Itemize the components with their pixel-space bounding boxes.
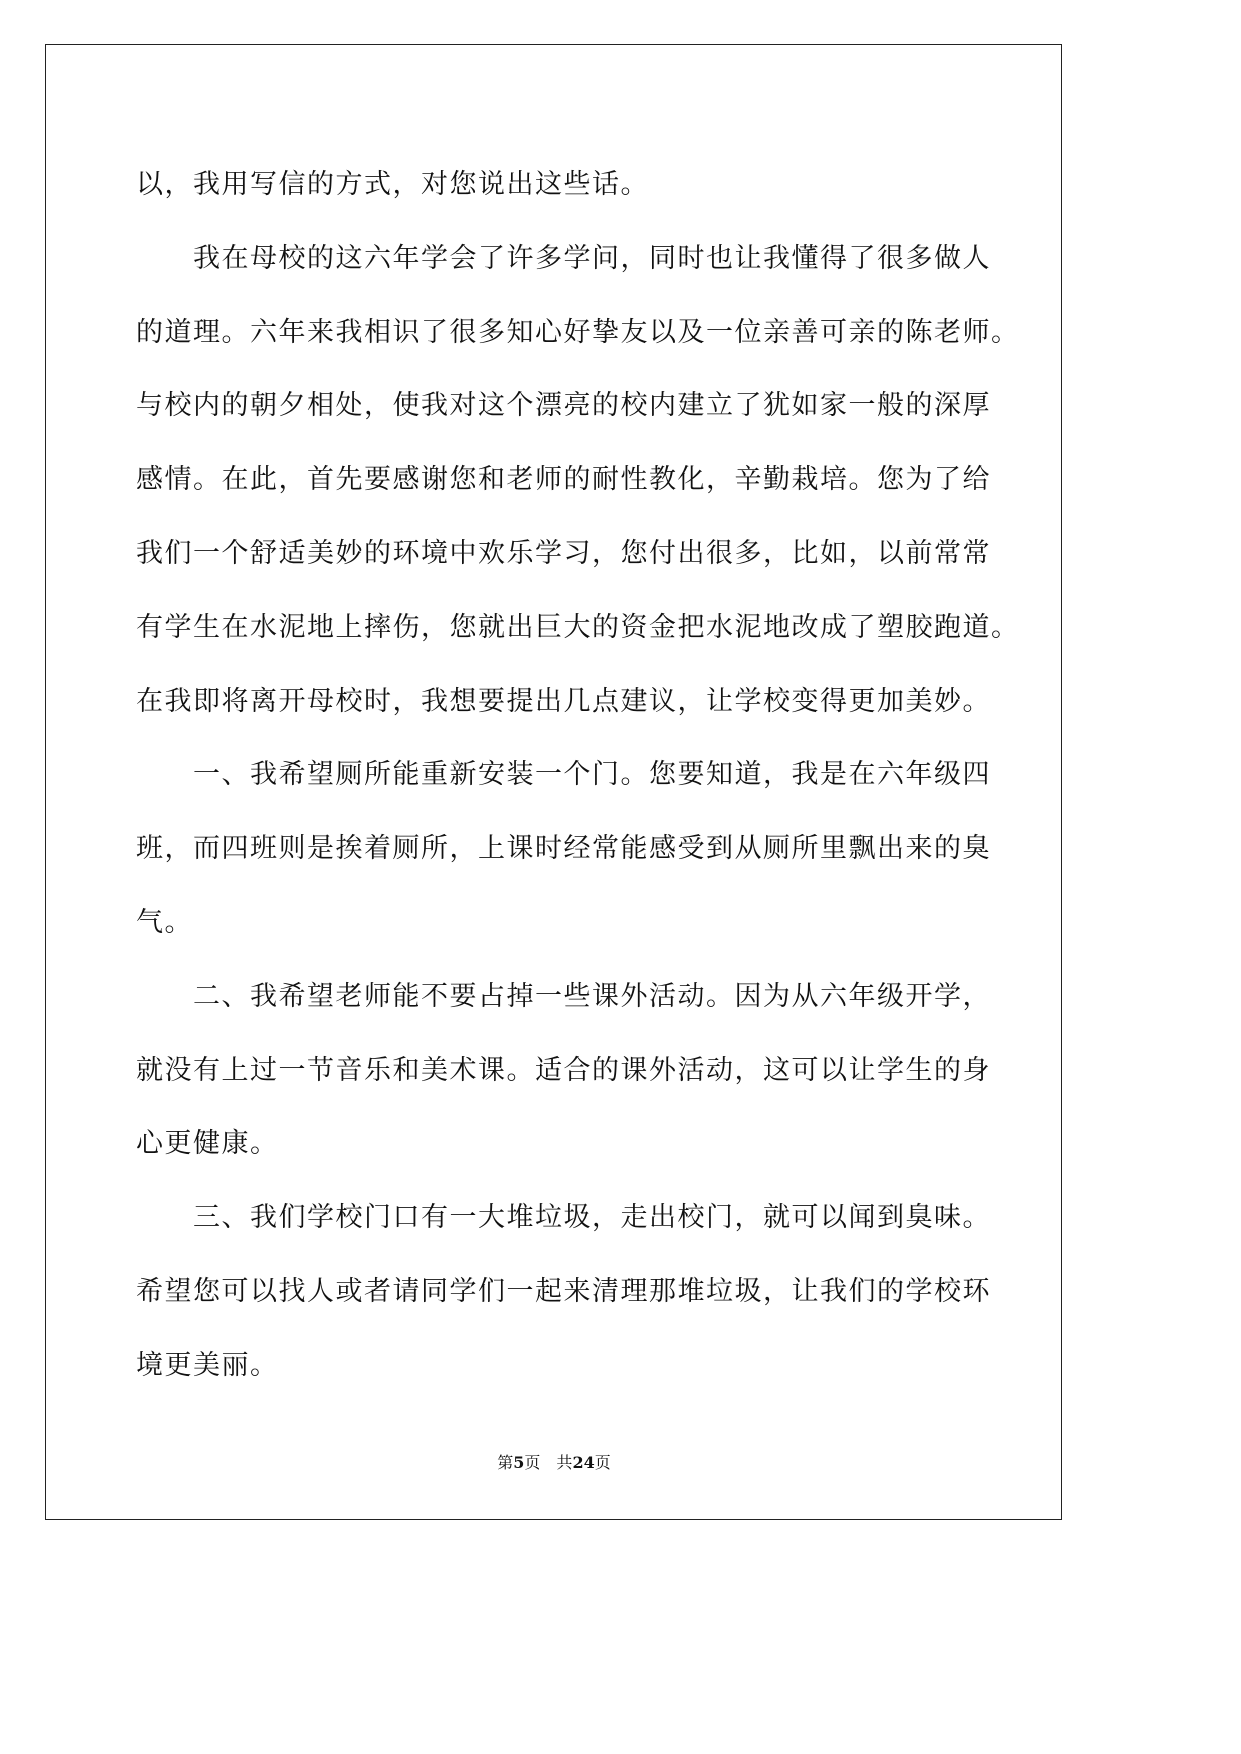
- text-line: 在我即将离开母校时，我想要提出几点建议，让学校变得更加美妙。: [136, 685, 991, 717]
- paragraph: [136, 738, 1016, 959]
- text-line: 有学生在水泥地上摔伤，您就出巨大的资金把水泥地改成了塑胶跑道。: [136, 611, 1020, 643]
- footer-suffix: 页: [594, 1453, 611, 1472]
- text-line: 我在母校的这六年学会了许多学问，同时也让我懂得了很多做人: [193, 242, 991, 274]
- current-page-number: 5: [513, 1453, 525, 1472]
- footer-prefix: 第: [497, 1453, 514, 1472]
- text-line: 三、我们学校门口有一大堆垃圾，走出校门，就可以闻到臭味。: [193, 1202, 991, 1234]
- footer-mid: 页 共: [524, 1453, 573, 1472]
- text-line: 希望您可以找人或者请同学们一起来清理那堆垃圾，让我们的学校环: [136, 1275, 991, 1307]
- text-line: 班，而四班则是挨着厕所，上课时经常能感受到从厕所里飘出来的臭: [136, 833, 991, 865]
- page-footer: [0, 1453, 1108, 1473]
- text-line: 感情。在此，首先要感谢您和老师的耐性教化，辛勤栽培。您为了给: [136, 464, 991, 496]
- text-line: 境更美丽。: [136, 1349, 279, 1381]
- paragraph: [136, 222, 1020, 739]
- total-pages-number: 24: [572, 1453, 595, 1472]
- text-line: 二、我希望老师能不要占掉一些课外活动。因为从六年级开学，: [193, 980, 991, 1012]
- text-line: 与校内的朝夕相处，使我对这个漂亮的校内建立了犹如家一般的深厚: [136, 390, 991, 422]
- paragraph: [136, 960, 1016, 1181]
- text-line: 心更健康。: [136, 1128, 279, 1160]
- paragraph: [136, 1181, 1016, 1402]
- document-body: [136, 148, 1020, 1403]
- text-line: 以，我用写信的方式，对您说出这些话。: [136, 169, 649, 200]
- text-line: 我们一个舒适美妙的环境中欢乐学习，您付出很多，比如，以前常常: [136, 537, 991, 569]
- text-line: 就没有上过一节音乐和美术课。适合的课外活动，这可以让学生的身: [136, 1054, 991, 1086]
- text-line: 的道理。六年来我相识了很多知心好挚友以及一位亲善可亲的陈老师。: [136, 316, 1020, 348]
- text-line: 气。: [136, 906, 193, 938]
- paragraph: [136, 148, 1016, 222]
- text-line: 一、我希望厕所能重新安装一个门。您要知道，我是在六年级四: [193, 759, 991, 791]
